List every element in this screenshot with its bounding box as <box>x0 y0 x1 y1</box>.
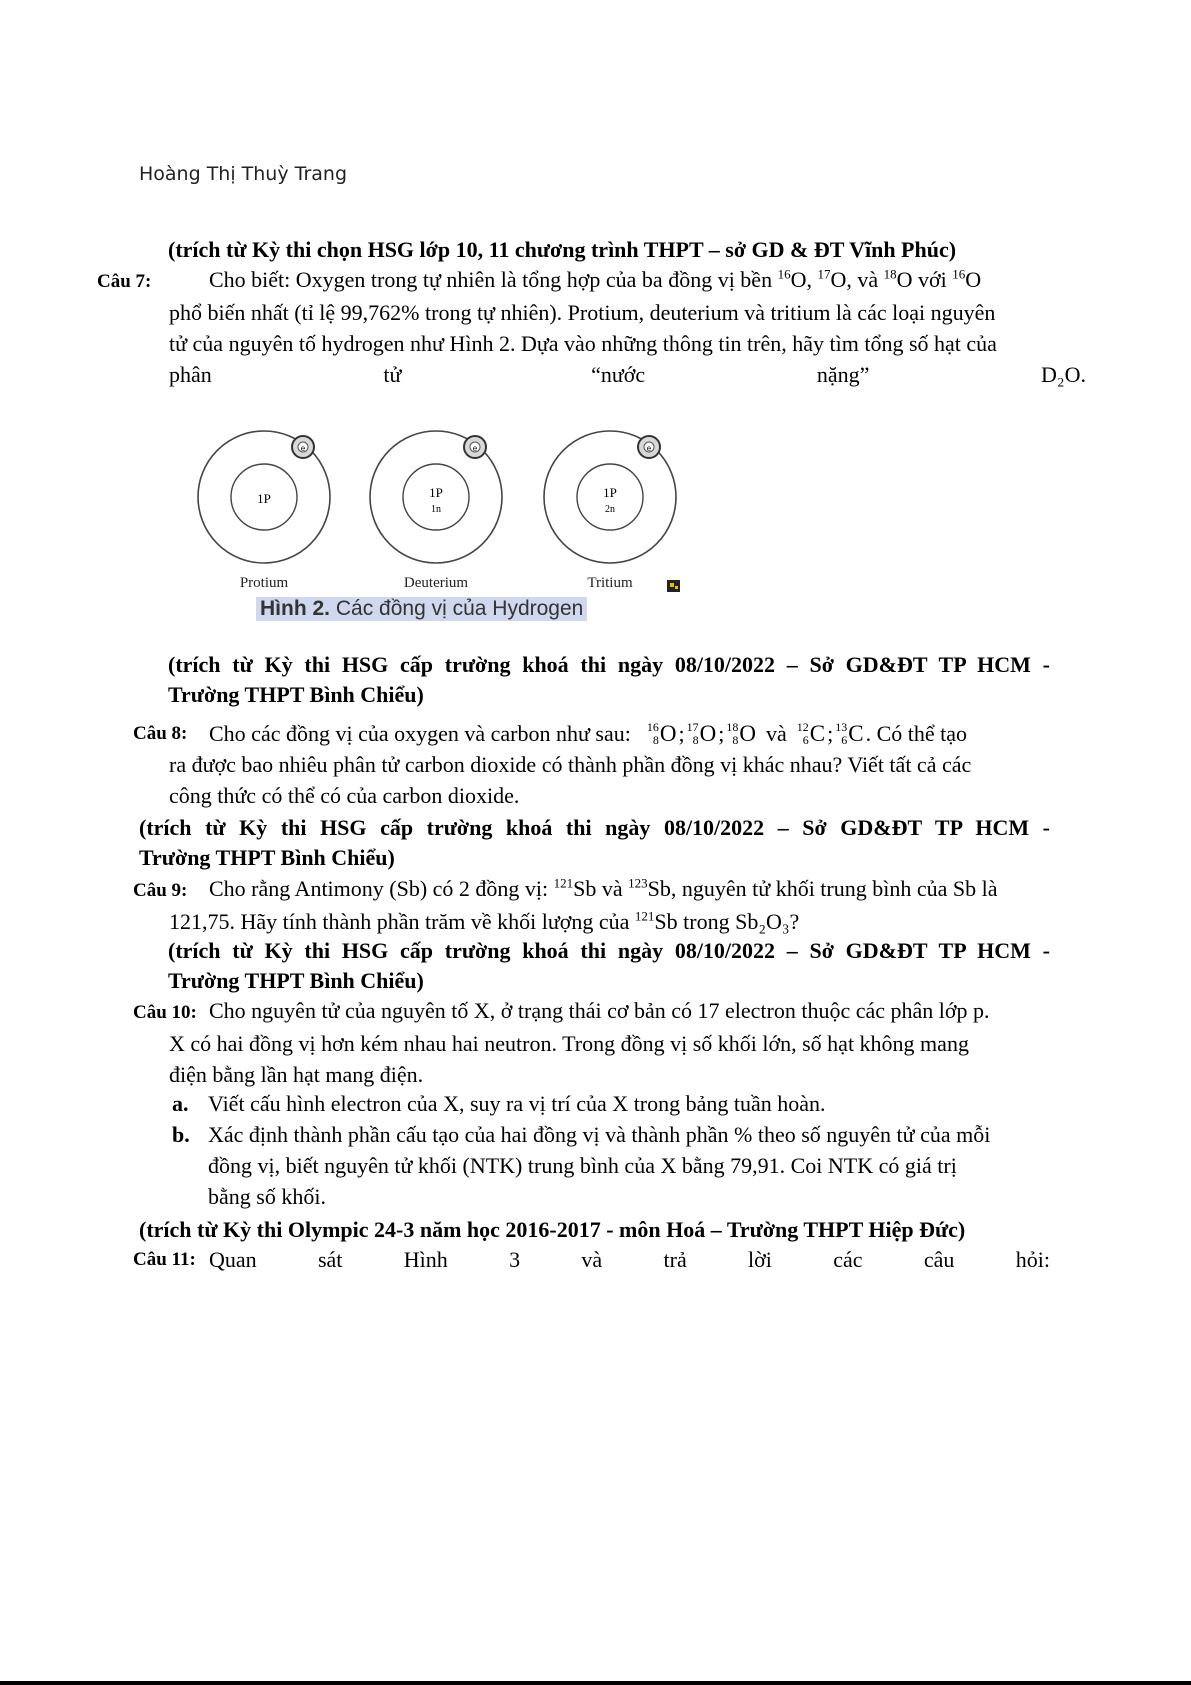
question-label: Câu 8: <box>133 723 188 744</box>
tritium-atom <box>544 431 676 591</box>
question-label: Câu 11: <box>133 1249 196 1270</box>
electron-label: e <box>646 444 652 453</box>
source-note: Trường THPT Bình Chiểu) <box>139 845 395 870</box>
question-10-part-b: b. Xác định thành phần cấu tạo của hai đồng vị và thành phần % theo số nguyên tử của mỗi đồng vị, biết nguyên tử khối (NTK) trung bình của X bằng 79,91. Coi NTK có giá trị bằng số khối. <box>172 1122 991 1209</box>
source-note: (trích từ Kỳ thi chọn HSG lớp 10, 11 chương trình THPT – sở GD & ĐT Vĩnh Phúc) <box>168 237 957 262</box>
source-note: (trích từ Kỳ thi HSG cấp trường khoá thi ngày 08/10/2022 – Sở GD&ĐT TP HCM - <box>139 815 1050 840</box>
question-10-part-a: a. Viết cấu hình electron của X, suy ra vị trí của X trong bảng tuần hoàn. <box>172 1091 826 1116</box>
author-name: Hoàng Thị Thuỳ Trang <box>139 163 348 185</box>
source-note: (trích từ Kỳ thi HSG cấp trường khoá thi ngày 08/10/2022 – Sở GD&ĐT TP HCM - <box>168 938 1050 963</box>
deuterium-label: Deuterium <box>403 575 469 591</box>
electron-label: e <box>472 444 478 453</box>
nucleus-label: 1P <box>257 491 271 506</box>
nucleus-label: 1P <box>429 485 443 500</box>
question-label: Câu 9: <box>133 880 188 901</box>
page-edge-divider <box>0 1681 1191 1685</box>
electron-label: e <box>300 444 306 453</box>
nucleus-neutrons: 1n <box>431 504 441 515</box>
question-7: Câu 7: Cho biết: Oxygen trong tự nhiên là tổng hợp của ba đồng vị bền $^{16}$O, $^{17}$O, và $^{18}$O với $^{16}$O phổ biến nhất (tỉ lệ 99,762% trong tự nhiên). Protium, deuterium và tritium là các loại nguyên tử của nguyên tố hydrogen như Hình 2. Dựa vào những thông tin trên, hãy tìm tổng số hạt của phân tử “nước nặng” D₂O. <box>97 266 1086 387</box>
nucleus-label: 1P <box>603 485 617 500</box>
protium-atom <box>198 431 330 591</box>
question-9: Câu 9: Cho rằng Antimony (Sb) có 2 đồng vị: $^{121}$Sb và $^{123}$Sb, nguyên tử khối trung bình của Sb là 121,75. Hãy tính thành phần trăm về khối lượng của $^{121}$Sb trong Sb₂O₃? <box>133 875 998 934</box>
question-label: Câu 7: <box>97 271 152 292</box>
source-note: (trích từ Kỳ thi Olympic 24-3 năm học 2016-2017 - môn Hoá – Trường THPT Hiệp Đức) <box>139 1217 966 1242</box>
isotope-o16: 16 8 O <box>646 719 677 747</box>
question-10: Câu 10: Cho nguyên tử của nguyên tố X, ở trạng thái cơ bản có 17 electron thuộc các phân lớp p. X có hai đồng vị hơn kém nhau hai neutron. Trong đồng vị số khối lớn, số hạt không mang điện bằng lần hạt mang điện. <box>133 998 990 1087</box>
deuterium-atom <box>370 431 502 591</box>
tritium-label: Tritium <box>587 575 633 591</box>
question-8: Câu 8: Cho các đồng vị của oxygen và carbon như sau: 16 8 O ; 17 8 O ; 18 8 O và 12 6 C ; 13 6 C . Có thể tạo ra được bao nhiêu phân tử carbon dioxide có thành phần đồng vị khác nhau? Viết tất cả các công thức có thể có của carbon dioxide. <box>133 719 972 808</box>
source-note: Trường THPT Bình Chiểu) <box>168 968 424 993</box>
isotope-o18: 18 8 O <box>726 719 756 747</box>
isotope-o17: 17 8 O <box>686 719 717 747</box>
source-note: (trích từ Kỳ thi HSG cấp trường khoá thi ngày 08/10/2022 – Sở GD&ĐT TP HCM - <box>168 652 1050 677</box>
nucleus-neutrons: 2n <box>605 504 615 515</box>
source-note: Trường THPT Bình Chiểu) <box>168 682 424 707</box>
resize-handle-icon <box>667 580 680 592</box>
question-11: Câu 11: Quan sát Hình 3 và trả lời các câu hỏi: <box>133 1244 1050 1275</box>
question-label: Câu 10: <box>133 1002 197 1023</box>
isotope-c13: 13 6 C <box>835 719 864 747</box>
protium-label: Protium <box>239 575 289 591</box>
figure-caption: Hình 2. Các đồng vị của Hydrogen <box>256 597 587 621</box>
isotope-c12: 12 6 C <box>796 719 826 747</box>
